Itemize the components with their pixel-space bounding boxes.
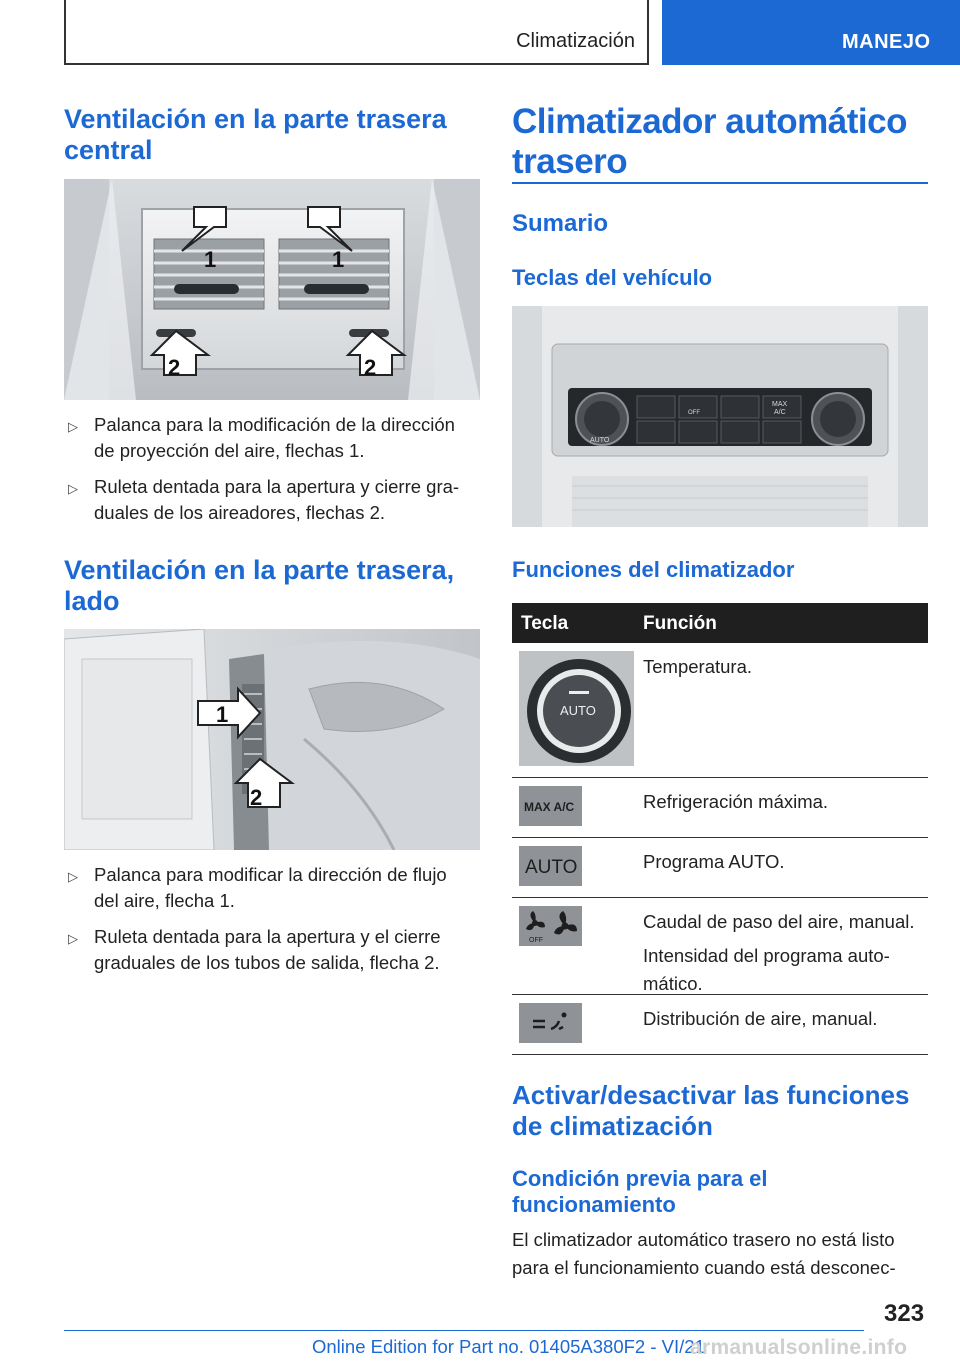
row-text: Caudal de paso del aire, manual. xyxy=(643,911,915,932)
triangle-bullet-icon: ▷ xyxy=(68,481,78,496)
edition-text: Online Edition for Part no. 01405A380F2 - VI/21 xyxy=(312,1336,705,1357)
header-section-box xyxy=(64,0,649,65)
side-vent-bullet-list xyxy=(64,862,474,986)
air-distribution-icon xyxy=(519,1003,582,1043)
list-item: ▷ Palanca para modificar la dirección de flujo del aire, flecha 1. xyxy=(68,864,447,911)
heading-condicion: Condición previa para el funcionamiento xyxy=(512,1166,768,1217)
col-header-funcion: Función xyxy=(643,613,717,634)
section-title: Climatización xyxy=(516,30,635,52)
panel-label-off: OFF xyxy=(688,410,700,416)
list-item: ▷ Ruleta dentada para la apertura y el cierre graduales de los tubos de salida, flecha 2. xyxy=(68,926,441,973)
auto-program-icon xyxy=(519,846,582,886)
fig1-label-1b: 1 xyxy=(332,247,345,272)
triangle-bullet-icon: ▷ xyxy=(68,869,78,884)
side-vent-photo xyxy=(64,629,480,850)
panel-label-ac: A/C xyxy=(774,409,786,416)
functions-table xyxy=(512,603,928,1055)
max-ac-icon xyxy=(519,786,582,826)
watermark-text: armanualsonline.info xyxy=(690,1336,908,1359)
list-item: ▷ Palanca para la modificación de la dirección de proyección del aire, flechas 1. xyxy=(68,414,455,461)
footer-rule xyxy=(64,1330,864,1331)
table-row xyxy=(512,643,928,778)
chapter-tab-label: MANEJO xyxy=(842,31,931,53)
fan-speed-icon xyxy=(519,906,582,946)
table-header xyxy=(512,603,928,643)
fig1-label-1a: 1 xyxy=(204,247,217,272)
heading-sumario: Sumario xyxy=(512,210,609,237)
list-item: ▷ Ruleta dentada para la apertura y cierre gra-duales de los aireadores, flechas 2. xyxy=(68,476,460,523)
svg-text:MAX A/C: MAX A/C xyxy=(524,800,575,814)
svg-text:AUTO: AUTO xyxy=(525,857,578,878)
fig2-label-2: 2 xyxy=(250,785,263,810)
row-text: Intensidad del programa auto-mático. xyxy=(643,945,890,994)
central-vent-bullet-list xyxy=(64,412,474,536)
title-rule xyxy=(512,182,928,184)
fig1-label-2b: 2 xyxy=(364,355,377,380)
fig2-label-1: 1 xyxy=(216,702,229,727)
table-row xyxy=(512,838,928,898)
svg-text:AUTO: AUTO xyxy=(560,703,596,718)
row-text: Programa AUTO. xyxy=(643,851,785,872)
panel-label-auto: AUTO xyxy=(590,437,610,444)
triangle-bullet-icon: ▷ xyxy=(68,419,78,434)
central-vent-photo xyxy=(64,179,480,400)
rear-panel-photo xyxy=(512,306,928,527)
row-text: Temperatura. xyxy=(643,656,752,677)
table-row xyxy=(512,995,928,1055)
heading-activar: Activar/desactivar las funciones de climatización xyxy=(512,1080,910,1141)
svg-text:OFF: OFF xyxy=(529,937,543,944)
page-number: 323 xyxy=(884,1300,925,1327)
fig1-label-2a: 2 xyxy=(168,355,181,380)
panel-label-max: MAX xyxy=(772,401,788,408)
heading-teclas: Teclas del vehículo xyxy=(512,265,713,290)
table-row xyxy=(512,898,928,995)
table-row xyxy=(512,778,928,838)
row-text: Distribución de aire, manual. xyxy=(643,1008,878,1029)
temperature-knob-icon xyxy=(519,651,634,766)
condition-paragraph: El climatizador automático trasero no está listo para el funcionamiento cuando está desconec- xyxy=(512,1229,896,1278)
chapter-title: Climatizador automático trasero xyxy=(512,102,907,181)
row-text: Refrigeración máxima. xyxy=(643,791,829,812)
heading-funciones: Funciones del climatizador xyxy=(512,557,795,582)
heading-central-vent: Ventilación en la parte trasera central xyxy=(64,104,447,165)
triangle-bullet-icon: ▷ xyxy=(68,931,78,946)
heading-side-vent: Ventilación en la parte trasera, lado xyxy=(64,555,455,616)
col-header-tecla: Tecla xyxy=(521,613,569,634)
